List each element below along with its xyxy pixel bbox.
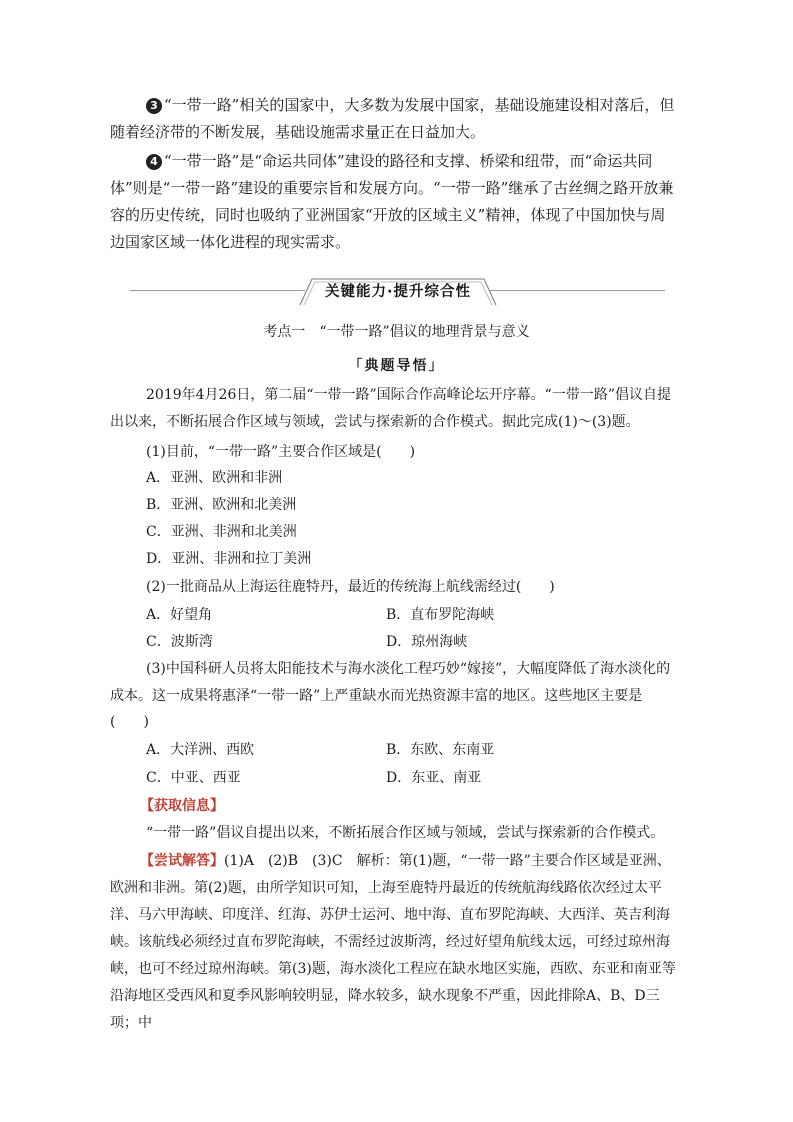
daowu-heading: 「典题导悟」 [348, 358, 445, 374]
q2-option-b: B．直布罗陀海峡 [386, 607, 495, 623]
banner-right-rule [490, 290, 665, 291]
info-text: “一带一路”倡议自提出以来，不断拓展合作区域与领域，尝试与探索新的合作模式。 [146, 825, 665, 841]
circled-number-4: 4 [146, 154, 162, 170]
question-1: (1)目前，“一带一路”主要合作区域是( ) [146, 444, 416, 460]
circled-number-3: 3 [146, 98, 162, 114]
question-3-line-3: ( ) [110, 714, 149, 730]
bullet-text-3: “一带一路”相关的国家中，大多数为发展中国家，基础设施建设相对落后，但随着经济带的不断发展，基础设施需求量正在日益加大。 [110, 96, 675, 141]
q3-option-b: B．东欧、东南亚 [386, 742, 495, 758]
q1-option-c: C．亚洲、非洲和北美洲 [146, 524, 297, 540]
answer-paragraph [110, 848, 682, 1037]
bullet-paragraph-3 [110, 92, 680, 146]
q2-option-c: C．波斯湾 [146, 634, 213, 650]
question-3-line-2: 成本。这一成果将惠泽“一带一路”上严重缺水而光热资源丰富的地区。这些地区主要是 [110, 688, 643, 704]
question-3-line-1: (3)中国科研人员将太阳能技术与海水淡化工程巧妙“嫁接”，大幅度降低了海水淡化的 [146, 661, 671, 677]
q3-option-a: A．大洋洲、西欧 [146, 742, 255, 758]
banner-left-rule [130, 290, 305, 291]
section-banner [130, 276, 665, 306]
info-tag-label: 【获取信息】 [140, 798, 224, 814]
answer-text: (1)A (2)B (3)C 解析：第(1)题，“一带一路”主要合作区域是亚洲、欧洲和非洲。第(2)题，由所学知识可知，上海至鹿特丹最近的传统航海线路依次经过太平洋、马六甲海峡、印度洋、红海、苏伊士运河、地中海、直布罗陀海峡、大西洋、英吉利海峡。该航线必须经过直布罗陀海峡，不需经过波斯湾，经过好望角航线太远，可经过琼州海峡，也可不经过琼州海峡。第(3)题，海水淡化工程应在缺水地区实施，西欧、东亚和南亚等沿海地区受西风和夏季风影响较明显，降水较多，缺水现象不严重，因此排除A、B、D三项；中 [110, 853, 676, 1031]
bullet-text-4: “一带一路”是“命运共同体”建设的路径和支撑、桥梁和纽带，而“命运共同体”则是“一带一路”建设的重要宗旨和发展方向。“一带一路”继承了古丝绸之路开放兼容的历史传统，同时也吸纳了亚洲国家“开放的区域主义”精神，体现了中国加快与周边国家区域一体化进程的现实需求。 [110, 152, 674, 251]
q2-option-d: D．琼州海峡 [386, 634, 468, 650]
q1-option-d: D．亚洲、非洲和拉丁美洲 [146, 551, 312, 567]
banner-label: 关键能力·提升综合性 [324, 284, 471, 300]
q1-option-b: B．亚洲、欧洲和北美洲 [146, 497, 297, 513]
kaodian-heading: 考点一 “一带一路”倡议的地理背景与意义 [263, 324, 530, 340]
q3-option-c: C．中亚、西亚 [146, 770, 241, 786]
bullet-paragraph-4 [110, 148, 680, 256]
info-tag [140, 794, 224, 818]
question-2: (2)一批商品从上海运往鹿特丹，最近的传统海上航线需经过( ) [146, 579, 555, 595]
answer-tag-label: 【尝试解答】 [140, 853, 224, 869]
question-stem: 2019年4月26日，第二届“一带一路”国际合作高峰论坛开序幕。“一带一路”倡议自提出以来，不断拓展合作区域与领域，尝试与探索新的合作模式。据此完成(1)～(3)题。 [110, 387, 671, 430]
q3-option-d: D．东亚、南亚 [386, 770, 482, 786]
q2-option-a: A．好望角 [146, 607, 213, 623]
q1-option-a: A．亚洲、欧洲和非洲 [146, 470, 283, 486]
